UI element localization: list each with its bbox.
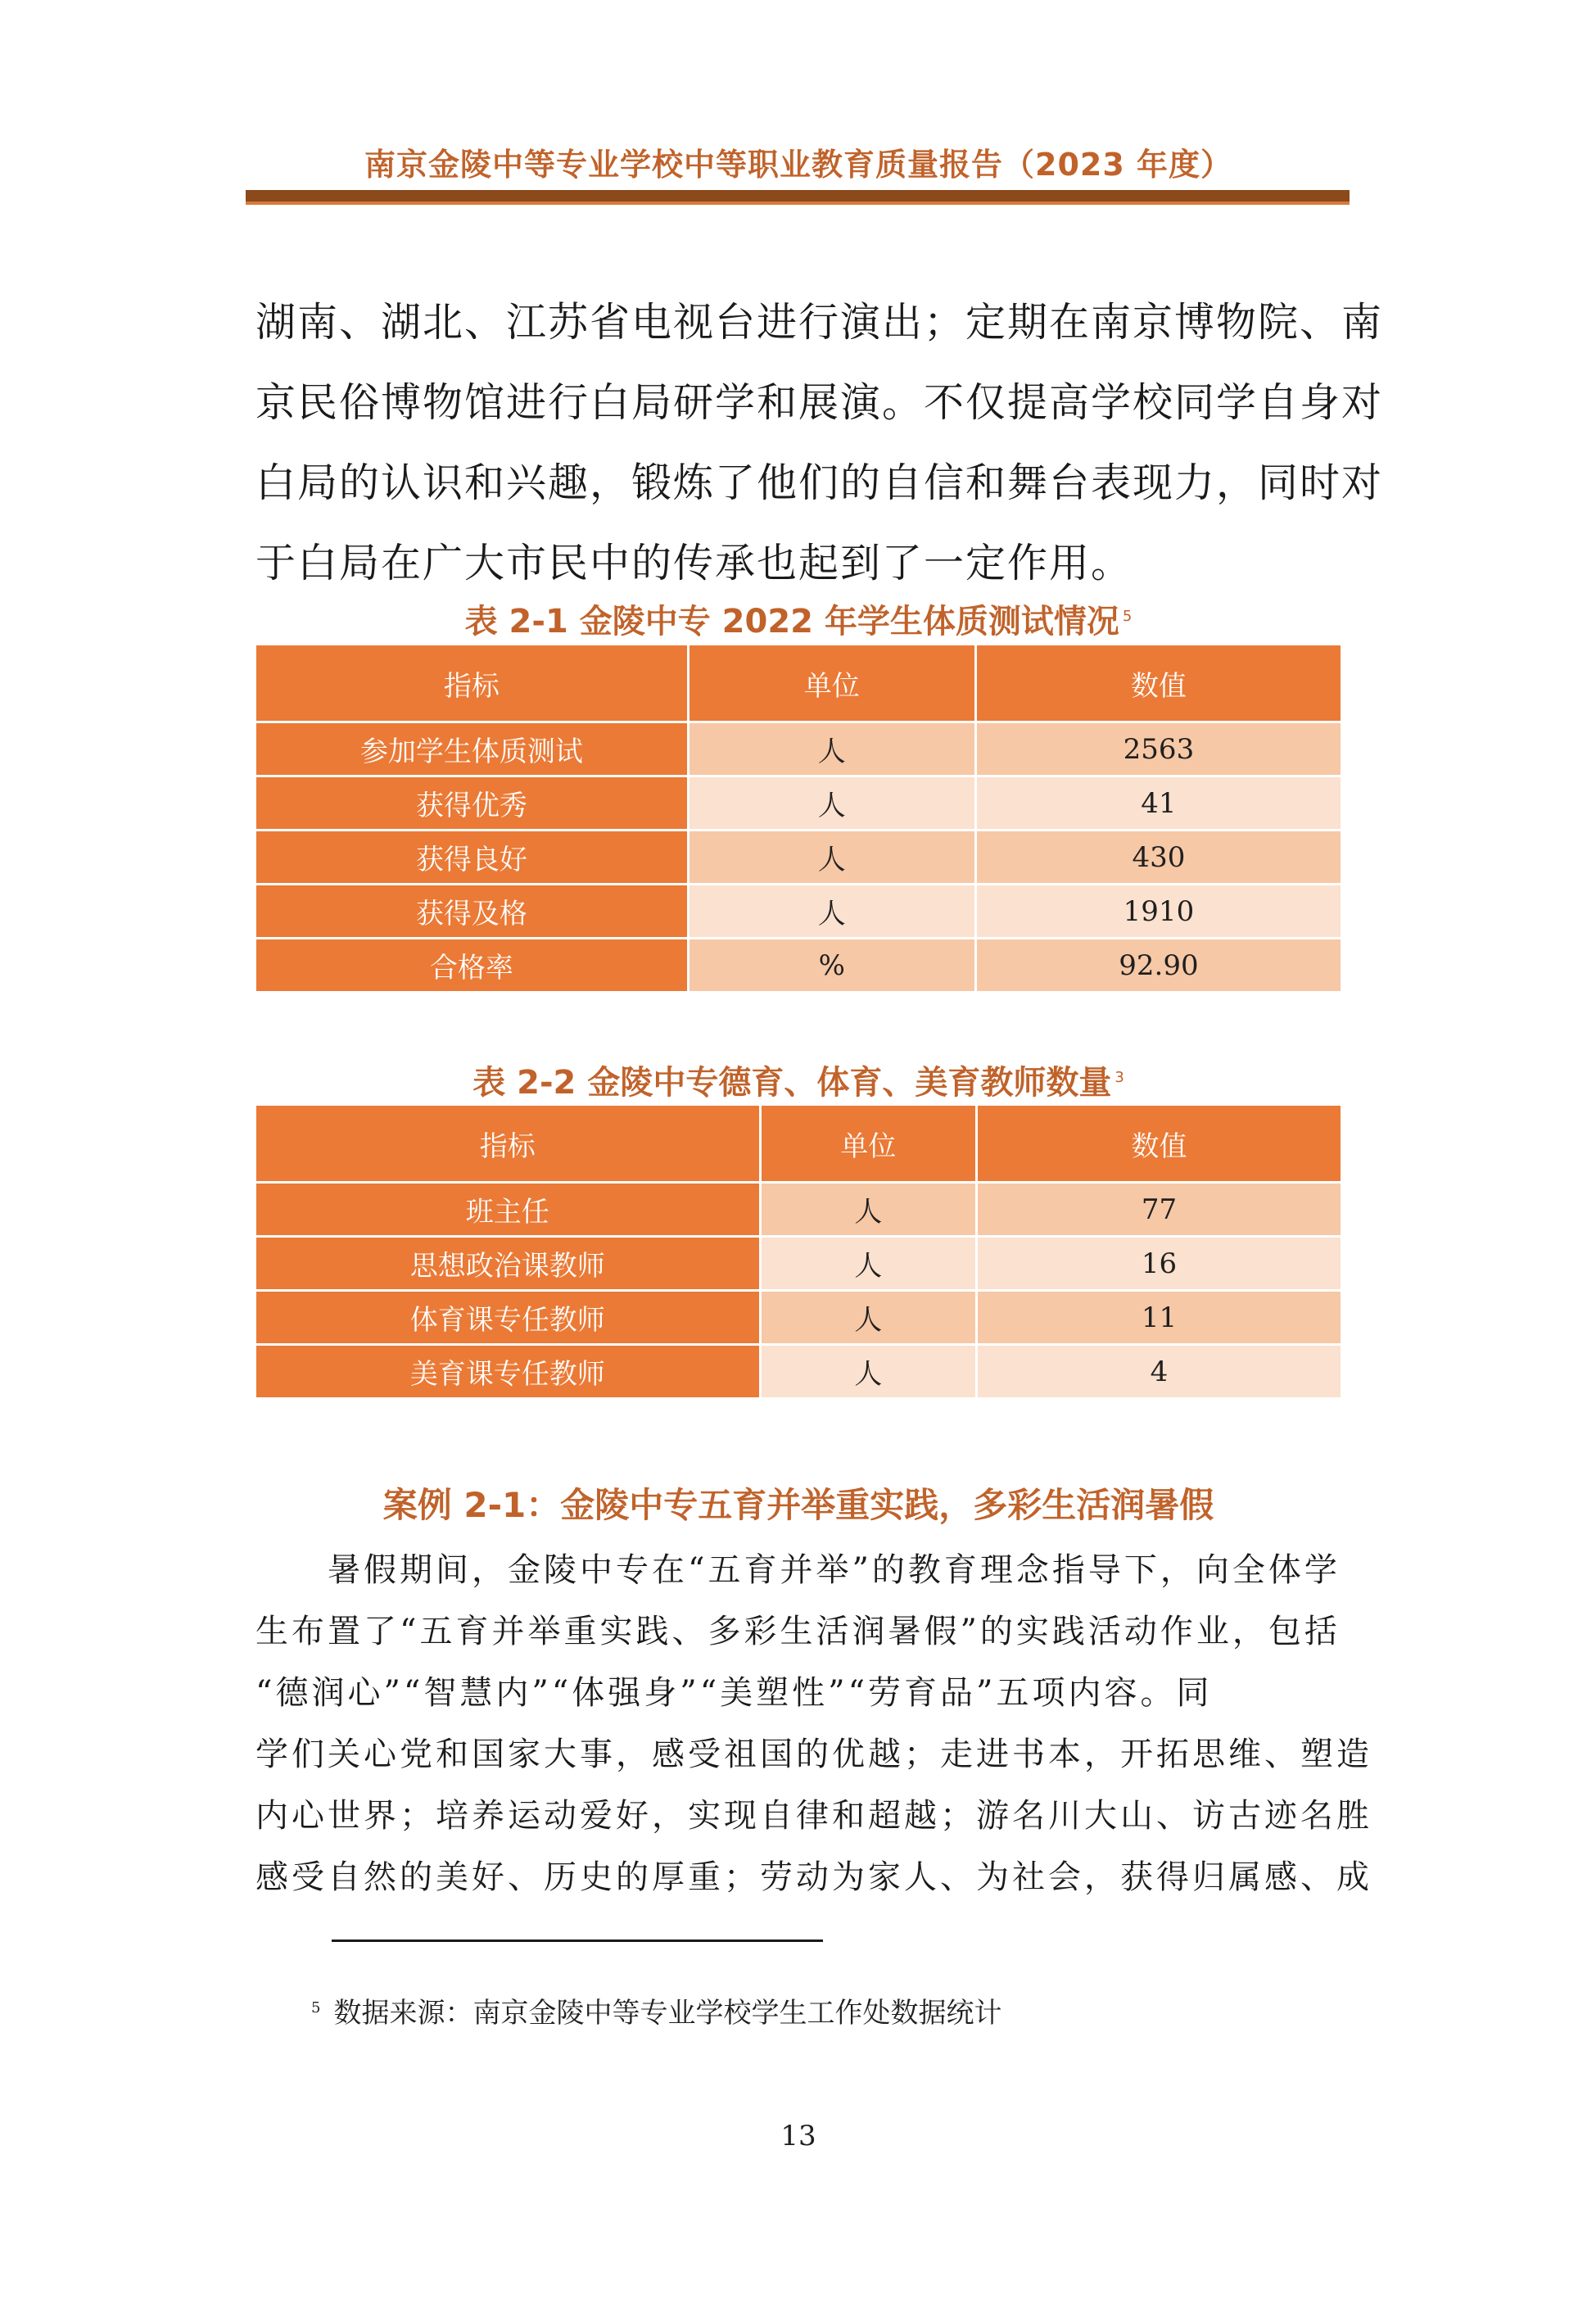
column-header: 指标 — [255, 1105, 761, 1183]
fitness-test-table — [254, 643, 1343, 994]
footnote-mark: 5 — [1122, 607, 1133, 625]
column-header: 单位 — [760, 1105, 976, 1183]
row-label: 班主任 — [255, 1183, 761, 1237]
table-row — [255, 1291, 1342, 1345]
table-header-row — [255, 645, 1342, 722]
value-cell: 16 — [976, 1237, 1341, 1291]
value-cell: 77 — [976, 1183, 1341, 1237]
paragraph-line: 学们关心党和国家大事，感受祖国的优越；走进书本，开拓思维、塑造 — [255, 1736, 1372, 1773]
column-header: 数值 — [976, 1105, 1341, 1183]
value-cell: 41 — [975, 776, 1341, 831]
paragraph-line: “德润心”“智慧内”“体强身”“美塑性”“劳育品”五项内容。同 — [255, 1674, 1213, 1712]
table-row — [255, 885, 1342, 939]
row-label: 获得良好 — [255, 831, 689, 885]
table2-caption — [254, 1057, 1343, 1103]
unit-cell: 人 — [688, 885, 975, 939]
running-header-title: 南京金陵中等专业学校中等职业教育质量报告（2023 年度） — [364, 147, 1232, 183]
paragraph-line: 内心世界；培养运动爱好，实现自律和超越；游名川大山、访古迹名胜 — [255, 1797, 1372, 1835]
table-row — [255, 1183, 1342, 1237]
paragraph-line: 于白局在广大市民中的传承也起到了一定作用。 — [255, 540, 1133, 586]
table-header-row — [255, 1105, 1342, 1183]
paragraph-line: 湖南、湖北、江苏省电视台进行演出；定期在南京博物院、南 — [255, 299, 1384, 346]
value-cell: 430 — [975, 831, 1341, 885]
column-header: 单位 — [688, 645, 975, 722]
value-cell: 4 — [976, 1345, 1341, 1399]
row-label: 获得优秀 — [255, 776, 689, 831]
table-row — [255, 776, 1342, 831]
table-row — [255, 939, 1342, 993]
footnote-divider — [332, 1940, 823, 1942]
unit-cell: 人 — [688, 831, 975, 885]
table2-caption-text: 表 2-2 金陵中专德育、体育、美育教师数量 — [472, 1064, 1112, 1102]
table-row — [255, 1345, 1342, 1399]
intro-paragraph — [255, 283, 1384, 604]
footnote — [311, 1990, 1001, 2030]
table1-caption-text: 表 2-1 金陵中专 2022 年学生体质测试情况 — [464, 603, 1119, 640]
row-label: 思想政治课教师 — [255, 1237, 761, 1291]
table-row — [255, 1237, 1342, 1291]
column-header: 数值 — [975, 645, 1341, 722]
page-number: 13 — [780, 2120, 816, 2152]
paragraph-line: 感受自然的美好、历史的厚重；劳动为家人、为社会，获得归属感、成 — [255, 1858, 1372, 1896]
row-label: 获得及格 — [255, 885, 689, 939]
paragraph-line: 生布置了“五育并举重实践、多彩生活润暑假”的实践活动作业，包括 — [255, 1613, 1341, 1650]
teacher-count-table — [254, 1103, 1343, 1400]
value-cell: 11 — [976, 1291, 1341, 1345]
paragraph-line: 暑假期间，金陵中专在“五育并举”的教育理念指导下，向全体学 — [255, 1551, 1341, 1589]
value-cell: 1910 — [975, 885, 1341, 939]
footnote-text: 数据来源：南京金陵中等专业学校学生工作处数据统计 — [333, 1997, 1002, 2030]
unit-cell: 人 — [760, 1183, 976, 1237]
value-cell: 2563 — [975, 722, 1341, 776]
value-cell: 92.90 — [975, 939, 1341, 993]
row-label: 合格率 — [255, 939, 689, 993]
unit-cell: 人 — [760, 1345, 976, 1399]
table-row — [255, 722, 1342, 776]
unit-cell: % — [688, 939, 975, 993]
row-label: 美育课专任教师 — [255, 1345, 761, 1399]
row-label: 参加学生体质测试 — [255, 722, 689, 776]
unit-cell: 人 — [688, 776, 975, 831]
paragraph-line: 白局的认识和兴趣，锻炼了他们的自信和舞台表现力，同时对 — [255, 459, 1384, 506]
table1-caption — [254, 595, 1343, 642]
column-header: 指标 — [255, 645, 689, 722]
paragraph-line: 京民俗博物馆进行白局研学和展演。不仅提高学校同学自身对 — [255, 379, 1384, 426]
header-divider — [246, 190, 1350, 205]
table-row — [255, 831, 1342, 885]
case-title: 案例 2-1：金陵中专五育并举重实践，多彩生活润暑假 — [382, 1485, 1214, 1525]
row-label: 体育课专任教师 — [255, 1291, 761, 1345]
unit-cell: 人 — [688, 722, 975, 776]
footnote-mark: 3 — [1114, 1068, 1124, 1086]
footnote-mark: 5 — [311, 1998, 321, 2016]
unit-cell: 人 — [760, 1291, 976, 1345]
unit-cell: 人 — [760, 1237, 976, 1291]
case-paragraph — [255, 1540, 1372, 1908]
